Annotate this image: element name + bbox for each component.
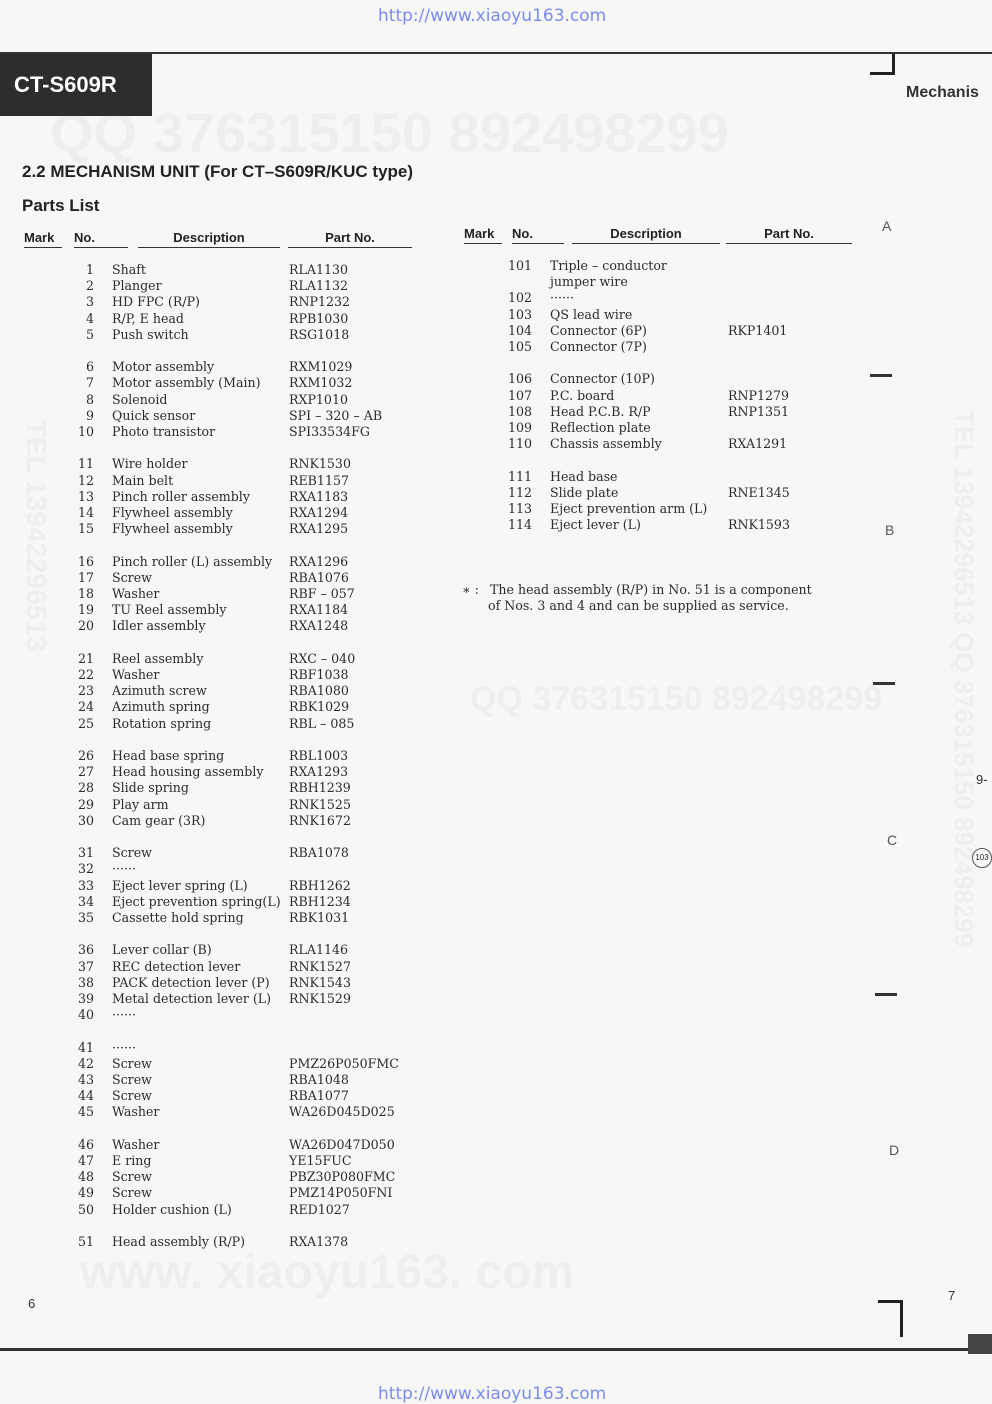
item-number: 40	[77, 1007, 94, 1023]
item-number: 31	[77, 845, 94, 861]
item-part-number: RBK1031	[289, 910, 350, 925]
item-part-number: RXA1293	[289, 764, 349, 780]
table-row	[0, 748, 880, 764]
item-description: Pinch roller assembly	[112, 488, 250, 504]
section-label-right: Mechanis	[906, 84, 979, 101]
item-part-number: RLA1146	[289, 942, 348, 958]
item-description: Reflection plate	[550, 420, 651, 435]
table-row	[0, 1104, 880, 1120]
item-number: 50	[77, 1201, 94, 1217]
table-row	[0, 716, 880, 732]
item-part-number: RXA1378	[289, 1234, 349, 1249]
item-description: Flywheel assembly	[112, 505, 233, 520]
table-row	[0, 420, 880, 436]
item-part-number: WA26D045D025	[289, 1104, 395, 1120]
table-row	[0, 258, 880, 274]
item-number: 48	[77, 1169, 94, 1185]
item-part-number: RBH1234	[289, 893, 351, 909]
item-description: Connector (10P)	[550, 371, 655, 387]
table-row	[0, 323, 880, 339]
table-row	[0, 780, 880, 796]
item-part-number: RNP1279	[728, 387, 790, 403]
scan-edge-bottom	[0, 1348, 992, 1351]
table-row	[0, 371, 880, 387]
header-no-right: No.	[512, 227, 564, 244]
table-row	[0, 813, 880, 829]
item-description: Pinch roller (L) assembly	[112, 553, 273, 569]
page-number-left: 6	[28, 1296, 36, 1311]
header-description-right: Description	[572, 227, 720, 244]
crop-mark-bottom	[878, 1300, 903, 1337]
item-part-number: RBK1029	[289, 699, 350, 715]
item-description: Idler assembly	[112, 618, 206, 634]
item-part-number: RXA1248	[289, 618, 349, 634]
table-row	[0, 1137, 880, 1153]
item-description: Eject prevention spring(L)	[112, 893, 281, 909]
table-row	[0, 436, 880, 452]
item-part-number: RXA1183	[289, 488, 349, 504]
item-number: 41	[77, 1039, 94, 1055]
item-description: Cam gear (3R)	[112, 812, 206, 828]
item-number: 10	[77, 424, 94, 439]
table-row	[0, 388, 880, 404]
header-part-no-left: Part No.	[288, 231, 412, 248]
item-part-number: RBH1262	[289, 877, 351, 893]
item-number: 108	[508, 403, 533, 419]
item-part-number: RBA1080	[289, 683, 349, 699]
item-number: 44	[77, 1088, 94, 1104]
item-part-number: PMZ26P050FMC	[289, 1055, 399, 1071]
item-number: 102	[508, 290, 533, 306]
item-part-number: RED1027	[289, 1201, 350, 1217]
item-part-number: RXP1010	[289, 391, 348, 407]
item-part-number: RBF – 057	[289, 586, 355, 601]
watermark-site	[80, 1245, 574, 1300]
item-description: Eject prevention arm (L)	[550, 501, 708, 516]
table-row	[0, 699, 880, 715]
item-number: 49	[77, 1185, 94, 1201]
item-description: Azimuth screw	[112, 683, 207, 699]
grid-tick-1	[870, 374, 892, 377]
item-description: Main belt	[112, 472, 174, 488]
table-row	[0, 339, 880, 355]
item-description: Head base spring	[112, 748, 225, 763]
table-row	[0, 894, 880, 910]
item-description: Motor assembly (Main)	[112, 375, 261, 391]
item-description: Screw	[112, 1072, 152, 1087]
header-mark-left: Mark	[24, 231, 62, 248]
item-description: REC detection lever	[112, 958, 241, 974]
side-mark-page: 9-	[976, 772, 988, 787]
table-row	[0, 1072, 880, 1088]
item-number: 1	[85, 262, 94, 277]
table-row	[0, 667, 880, 683]
table-row	[0, 959, 880, 975]
item-number: 47	[77, 1153, 94, 1168]
item-number: 11	[77, 456, 94, 472]
item-description: Wire holder	[112, 456, 188, 472]
item-part-number: RNE1345	[728, 484, 790, 500]
item-number: 32	[77, 861, 94, 877]
item-number: 12	[77, 472, 94, 488]
item-number: 29	[77, 796, 94, 812]
item-description: Triple – conductor	[550, 258, 667, 273]
item-part-number: RXA1291	[728, 436, 788, 452]
note-asterisk: ∗ :	[462, 582, 479, 597]
item-description: Eject lever (L)	[550, 517, 641, 533]
item-description: Cassette hold spring	[112, 910, 244, 925]
note-line-2: of Nos. 3 and 4 and can be supplied as service.	[488, 598, 789, 613]
item-number: 22	[77, 667, 94, 682]
grid-letter-a: A	[882, 218, 892, 234]
item-number: 19	[77, 602, 94, 618]
item-part-number: SPI – 320 – AB	[289, 407, 383, 423]
item-number: 20	[77, 618, 94, 634]
item-description: Screw	[112, 569, 152, 585]
item-part-number: RBA1048	[289, 1072, 349, 1087]
grid-letter-b: B	[885, 522, 895, 538]
item-description: R/P, E head	[112, 310, 184, 326]
item-number: 46	[77, 1136, 94, 1152]
table-row	[0, 404, 880, 420]
item-part-number: RLA1130	[289, 262, 348, 277]
item-number: 26	[77, 748, 94, 763]
item-description: jumper wire	[550, 274, 628, 290]
item-number: 3	[85, 294, 94, 310]
table-row	[0, 1234, 880, 1250]
item-number: 51	[77, 1234, 94, 1249]
item-description: Photo transistor	[112, 424, 216, 439]
table-row	[0, 1040, 880, 1056]
item-number: 111	[508, 468, 533, 484]
table-row	[0, 1056, 880, 1072]
table-row	[0, 501, 880, 517]
item-description: Planger	[112, 278, 162, 294]
item-part-number: PBZ30P080FMC	[289, 1169, 396, 1185]
item-number: 110	[508, 436, 533, 452]
item-part-number: RPB1030	[289, 310, 349, 326]
item-number: 28	[77, 780, 94, 796]
item-number: 2	[85, 278, 94, 294]
grid-letter-c: C	[887, 832, 898, 848]
item-part-number: RXA1294	[289, 505, 349, 520]
item-description: PACK detection lever (P)	[112, 974, 270, 990]
note-line-1: The head assembly (R/P) in No. 51 is a component	[490, 582, 812, 597]
item-number: 7	[85, 375, 94, 391]
grid-tick-3	[875, 993, 897, 996]
table-row	[0, 910, 880, 926]
source-url-bottom[interactable]: http://www.xiaoyu163.com	[378, 1384, 607, 1404]
item-part-number: RNK1543	[289, 974, 351, 990]
item-part-number: RNP1232	[289, 294, 351, 310]
item-description: Motor assembly	[112, 359, 215, 375]
item-number: 103	[508, 306, 533, 322]
item-part-number: RNK1529	[289, 991, 351, 1006]
item-description: Head base	[550, 468, 618, 484]
item-description: Head P.C.B. R/P	[550, 403, 651, 419]
item-description: Holder cushion (L)	[112, 1201, 232, 1217]
table-row	[0, 485, 880, 501]
grid-letter-d: D	[889, 1142, 900, 1158]
watermark-tel-right	[948, 410, 979, 947]
item-description: Flywheel assembly	[112, 521, 233, 537]
table-row	[0, 1202, 880, 1218]
item-number: 39	[77, 991, 94, 1006]
table-row	[0, 1153, 880, 1169]
table-row	[0, 1007, 880, 1023]
item-number: 27	[77, 764, 94, 780]
item-number: 114	[508, 517, 533, 533]
item-number: 42	[77, 1055, 94, 1071]
item-description: P.C. board	[550, 387, 615, 403]
table-row	[0, 618, 880, 634]
crop-mark-top	[870, 54, 895, 75]
item-number: 36	[77, 942, 94, 958]
item-number: 25	[77, 715, 94, 731]
item-description: Head assembly (R/P)	[112, 1234, 246, 1249]
item-part-number: RNK1593	[728, 517, 790, 533]
parts-list-heading: Parts List	[22, 196, 100, 215]
item-part-number: RBA1077	[289, 1088, 349, 1104]
item-number: 6	[85, 359, 94, 375]
item-description: ······	[112, 861, 137, 877]
item-description: Rotation spring	[112, 715, 212, 731]
item-description: Push switch	[112, 326, 189, 342]
side-mark-circle: 103	[972, 848, 992, 868]
table-row	[0, 517, 880, 533]
item-number: 105	[508, 339, 533, 354]
item-description: Reel assembly	[112, 650, 204, 666]
table-row	[0, 274, 880, 290]
source-url-top[interactable]: http://www.xiaoyu163.com	[378, 6, 607, 26]
item-number: 17	[77, 569, 94, 585]
item-description: HD FPC (R/P)	[112, 294, 200, 310]
item-number: 18	[77, 586, 94, 601]
table-row	[0, 797, 880, 813]
item-number: 109	[508, 420, 533, 435]
item-description: Head housing assembly	[112, 764, 264, 780]
table-row	[0, 683, 880, 699]
item-part-number: RXM1029	[289, 359, 353, 375]
item-number: 23	[77, 683, 94, 699]
item-description: E ring	[112, 1153, 152, 1168]
item-number: 104	[508, 322, 533, 338]
item-description: QS lead wire	[550, 306, 633, 322]
item-number: 107	[508, 387, 533, 403]
item-part-number: RNK1525	[289, 796, 351, 812]
item-description: Screw	[112, 1185, 152, 1201]
header-mark-right: Mark	[464, 227, 502, 244]
item-part-number: RNP1351	[728, 403, 790, 419]
item-part-number: WA26D047D050	[289, 1136, 395, 1152]
item-description: Screw	[112, 1055, 152, 1071]
item-description: Slide spring	[112, 780, 189, 796]
item-part-number: SPI33534FG	[289, 424, 370, 439]
item-part-number: RLA1132	[289, 278, 348, 294]
table-row	[0, 651, 880, 667]
page-number-right: 7	[948, 1288, 956, 1303]
item-number: 37	[77, 958, 94, 974]
item-number: 38	[77, 974, 94, 990]
item-description: Chassis assembly	[550, 436, 662, 452]
table-row	[0, 290, 880, 306]
table-row	[0, 878, 880, 894]
item-description: Connector (7P)	[550, 339, 647, 354]
item-part-number: RBH1239	[289, 780, 351, 796]
item-number: 101	[508, 258, 533, 273]
item-number: 13	[77, 488, 94, 504]
table-row	[0, 307, 880, 323]
item-part-number: RNK1672	[289, 812, 351, 828]
item-part-number: RBF1038	[289, 667, 349, 682]
item-part-number: RXA1184	[289, 602, 349, 618]
item-description: Slide plate	[550, 484, 619, 500]
table-row	[0, 469, 880, 485]
grid-tick-2	[873, 682, 895, 685]
item-number: 43	[77, 1072, 94, 1087]
item-description: Washer	[112, 1136, 160, 1152]
item-part-number: RBL1003	[289, 748, 349, 763]
item-part-number: PMZ14P050FNI	[289, 1185, 393, 1201]
item-description: ······	[550, 290, 575, 306]
item-description: TU Reel assembly	[112, 602, 227, 618]
table-row	[0, 942, 880, 958]
item-number: 45	[77, 1104, 94, 1120]
item-description: Eject lever spring (L)	[112, 877, 248, 893]
item-part-number: RNK1530	[289, 456, 351, 472]
model-tab: CT-S609R	[0, 54, 152, 116]
item-description: Azimuth spring	[112, 699, 210, 715]
item-description: Washer	[112, 586, 160, 601]
item-description: Play arm	[112, 796, 169, 812]
item-description: Lever collar (B)	[112, 942, 212, 958]
item-number: 9	[85, 407, 94, 423]
item-number: 113	[508, 501, 533, 516]
item-number: 33	[77, 877, 94, 893]
table-row	[0, 1185, 880, 1201]
item-part-number: RBA1076	[289, 569, 349, 585]
table-row	[0, 845, 880, 861]
item-description: Quick sensor	[112, 407, 196, 423]
item-part-number: RXC – 040	[289, 650, 356, 666]
table-row	[0, 1169, 880, 1185]
item-part-number: YE15FUC	[289, 1153, 352, 1168]
item-number: 30	[77, 812, 94, 828]
item-number: 15	[77, 521, 94, 537]
table-row	[0, 975, 880, 991]
table-row	[0, 861, 880, 877]
item-number: 4	[85, 310, 94, 326]
item-number: 14	[77, 505, 94, 520]
item-number: 106	[508, 371, 533, 387]
item-description: Washer	[112, 1104, 160, 1120]
item-part-number: RNK1527	[289, 958, 351, 974]
item-part-number: RXA1296	[289, 553, 349, 569]
item-part-number: REB1157	[289, 472, 349, 488]
scan-corner-block	[968, 1334, 992, 1354]
item-number: 24	[77, 699, 94, 715]
item-part-number: RBL – 085	[289, 715, 355, 731]
table-row	[0, 764, 880, 780]
item-part-number: RKP1401	[728, 322, 788, 338]
table-row	[0, 991, 880, 1007]
item-number: 112	[508, 484, 533, 500]
item-description: Screw	[112, 845, 152, 861]
item-description: Shaft	[112, 262, 146, 277]
item-number: 16	[77, 553, 94, 569]
item-description: Connector (6P)	[550, 322, 647, 338]
table-row	[0, 1088, 880, 1104]
item-part-number: RBA1078	[289, 845, 349, 861]
header-no-left: No.	[74, 231, 128, 248]
item-part-number: RXM1032	[289, 375, 353, 391]
header-part-no-right: Part No.	[726, 227, 852, 244]
item-description: Washer	[112, 667, 160, 682]
item-part-number: RSG1018	[289, 326, 350, 342]
table-row	[0, 554, 880, 570]
item-description: ······	[112, 1007, 137, 1023]
item-description: Screw	[112, 1088, 152, 1104]
item-description: ······	[112, 1039, 137, 1055]
section-title: 2.2 MECHANISM UNIT (For CT–S609R/KUC type)	[22, 162, 414, 181]
item-number: 21	[77, 650, 94, 666]
header-description-left: Description	[138, 231, 280, 248]
item-number: 34	[77, 893, 94, 909]
item-number: 5	[85, 326, 94, 342]
item-description: Screw	[112, 1169, 152, 1185]
item-part-number: RXA1295	[289, 521, 349, 537]
item-description: Solenoid	[112, 391, 168, 407]
item-number: 8	[85, 391, 94, 407]
item-description: Metal detection lever (L)	[112, 991, 272, 1006]
item-number: 35	[77, 910, 94, 925]
